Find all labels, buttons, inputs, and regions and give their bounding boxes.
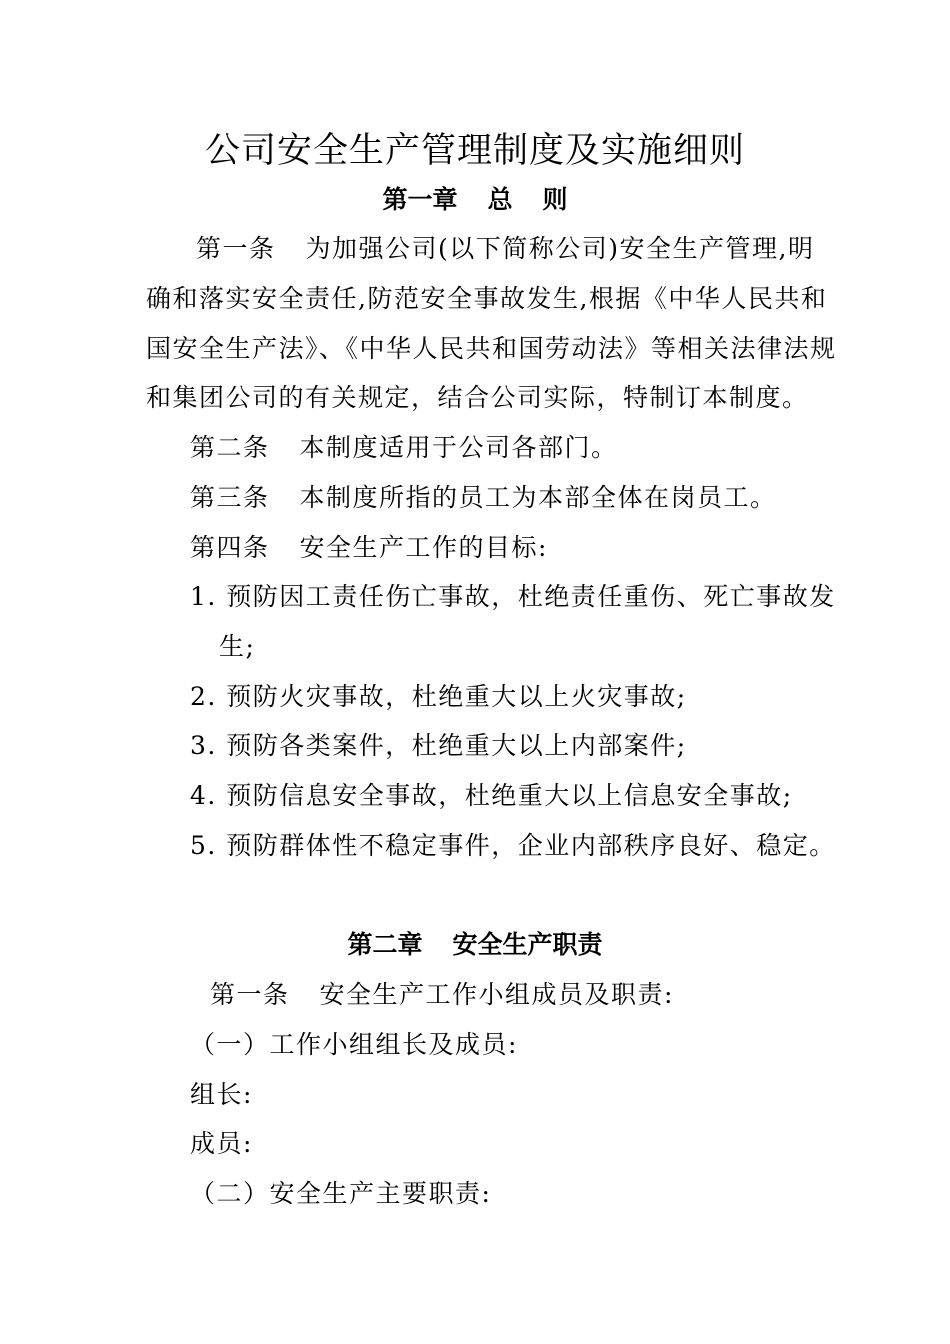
chapter-1-article-2 <box>190 431 618 465</box>
goal-item-5: 5. 预防群体性不稳定事件，企业内部秩序良好、稳定。 <box>190 831 836 860</box>
article-label: 第三条 <box>190 483 270 512</box>
chapter-2-item-4: （二）安全生产主要职责: <box>190 1179 492 1208</box>
chapter-1-article-1-line-2: 确和落实安全责任,防范安全事故发生,根据《中华人民共和 <box>146 284 828 313</box>
chapter-2-item-1: （一）工作小组组长及成员: <box>190 1030 518 1059</box>
goal-item-2: 2. 预防火灾事故，杜绝重大以上火灾事故; <box>190 682 687 711</box>
chapter-1-article-3 <box>190 481 777 515</box>
article-text: 安全生产工作的目标: <box>299 533 548 562</box>
chapter-2-title: 安全生产职责 <box>452 930 603 959</box>
chapter-1-article-1-line-4: 和集团公司的有关规定，结合公司实际，特制订本制度。 <box>146 383 809 412</box>
chapter-2-article-1 <box>210 978 674 1012</box>
article-label: 第二条 <box>190 433 270 462</box>
goal-item-4: 4. 预防信息安全事故，杜绝重大以上信息安全事故; <box>190 781 793 810</box>
chapter-1-title-part1: 总 <box>487 185 513 214</box>
article-text: 本制度适用于公司各部门。 <box>299 433 618 462</box>
goal-item-1: 1. 预防因工责任伤亡事故，杜绝责任重伤、死亡事故发 <box>190 582 836 611</box>
chapter-1-article-1-line-1 <box>196 232 814 266</box>
article-text: 安全生产工作小组成员及职责: <box>319 980 674 1009</box>
chapter-1-article-4 <box>190 531 548 565</box>
chapter-1-title-part2: 则 <box>542 185 568 214</box>
goal-item-3: 3. 预防各类案件，杜绝重大以上内部案件; <box>190 731 687 760</box>
article-text: 为加强公司(以下简称公司)安全生产管理,明 <box>305 234 815 263</box>
goal-item-1-continued: 生; <box>219 632 256 661</box>
document-title: 公司安全生产管理制度及实施细则 <box>204 131 745 171</box>
chapter-2-heading <box>0 928 950 962</box>
chapter-1-number: 第一章 <box>382 185 458 214</box>
chapter-1-article-1-line-3: 国安全生产法》、《中华人民共和国劳动法》等相关法律法规 <box>146 334 837 363</box>
chapter-2-item-3: 成员: <box>190 1129 253 1158</box>
chapter-2-number: 第二章 <box>347 930 423 959</box>
article-text: 本制度所指的员工为本部全体在岗员工。 <box>299 483 777 512</box>
article-label: 第一条 <box>210 980 290 1009</box>
chapter-2-item-2: 组长: <box>190 1080 253 1109</box>
article-label: 第一条 <box>196 234 276 263</box>
article-label: 第四条 <box>190 533 270 562</box>
chapter-1-heading <box>0 183 950 217</box>
